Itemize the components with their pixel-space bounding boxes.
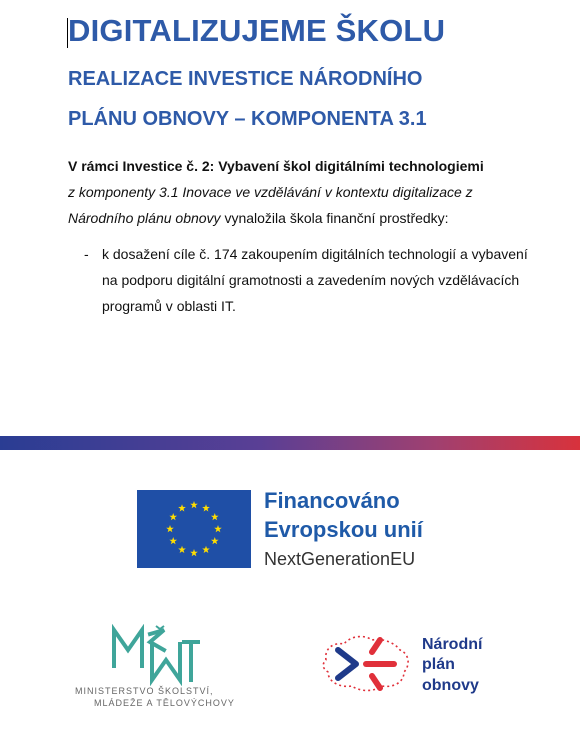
npo-name-line-1: Národní — [422, 636, 483, 653]
eu-funding-line-2: Evropskou unií — [264, 517, 423, 542]
bullet-item — [68, 241, 538, 319]
gradient-divider-bar — [0, 436, 580, 450]
subtitle-line-1: REALIZACE INVESTICE NÁRODNÍHO — [68, 68, 423, 90]
bullet-dash: - — [84, 246, 89, 262]
eu-funding-line-1: Financováno — [264, 488, 400, 513]
npo-name-line-3: obnovy — [422, 677, 479, 694]
intro-bold-text: V rámci Investice č. 2: Vybavení škol digitálními technologiemi — [68, 158, 484, 174]
intro-italic-text: z komponenty 3.1 Inovace ve vzdělávání v kontextu digitalizace z Národního plánu obnovy — [68, 184, 473, 226]
eu-flag-icon — [137, 490, 251, 568]
msmt-name-line-2: MLÁDEŽE A TĚLOVÝCHOVY — [94, 698, 235, 708]
npo-logo-icon — [320, 630, 412, 696]
bullet-text: k dosažení cíle č. 174 zakoupením digitálních technologií a vybavení na podporu digitální gramotnosti a zavedením nových vzdělávacích programů v oblasti IT. — [102, 246, 528, 314]
msmt-name-line-1: MINISTERSTVO ŠKOLSTVÍ, — [75, 686, 214, 696]
npo-name-line-2: plán — [422, 656, 455, 673]
msmt-logo-icon — [106, 624, 202, 686]
intro-rest-text: vynaložila škola finanční prostředky: — [220, 210, 449, 226]
page-title: DIGITALIZUJEME ŠKOLU — [68, 13, 446, 48]
eu-funding-line-3: NextGenerationEU — [264, 549, 416, 569]
intro-paragraph — [68, 153, 538, 231]
subtitle-line-2: PLÁNU OBNOVY – KOMPONENTA 3.1 — [68, 108, 427, 130]
